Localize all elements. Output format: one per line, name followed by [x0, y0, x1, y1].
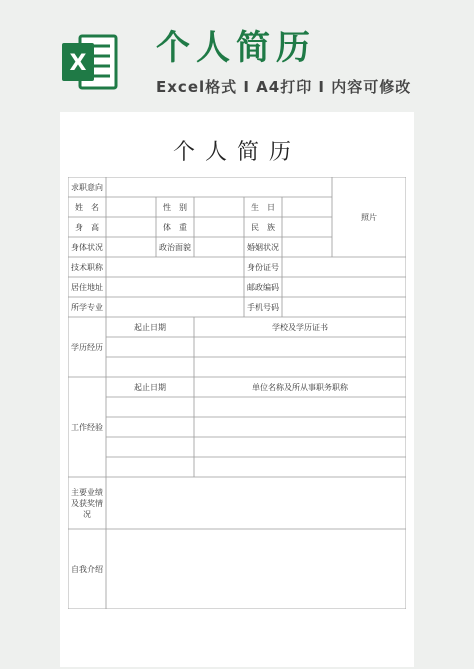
header-edu-period: 起止日期 — [134, 322, 166, 332]
document-title: 个人简历 — [172, 140, 301, 165]
label-photo: 照片 — [361, 212, 377, 222]
label-ethnicity: 民 族 — [251, 222, 275, 232]
label-postcode: 邮政编码 — [247, 282, 279, 292]
label-gender: 性 别 — [163, 202, 187, 212]
label-awards: 主要业绩及获奖情况 — [71, 487, 103, 519]
resume-page — [60, 112, 414, 667]
label-phone: 手机号码 — [247, 302, 279, 312]
label-political: 政治面貌 — [159, 242, 191, 252]
label-health: 身体状况 — [71, 242, 103, 252]
banner-title: 个人简历 — [156, 28, 316, 68]
label-self-intro: 自我介绍 — [71, 564, 103, 574]
logo-letter: X — [69, 51, 87, 76]
label-id-number: 身份证号 — [247, 262, 279, 272]
label-height: 身 高 — [75, 222, 99, 232]
label-work: 工作经验 — [71, 422, 103, 432]
banner-subtitle: Excel格式 I A4打印 I 内容可修改 — [156, 78, 412, 96]
label-major: 所学专业 — [71, 302, 103, 312]
label-marital: 婚姻状况 — [247, 242, 279, 252]
label-tech-title: 技术职称 — [71, 262, 103, 272]
label-name: 姓 名 — [75, 202, 99, 212]
label-birth: 生 日 — [251, 202, 275, 212]
label-address: 居住地址 — [71, 282, 103, 292]
excel-logo-icon — [58, 30, 122, 94]
label-education: 学历经历 — [71, 342, 103, 352]
header-work-period: 起止日期 — [134, 382, 166, 392]
header-edu-school: 学校及学历证书 — [272, 322, 328, 332]
label-job-intention: 求职意向 — [71, 182, 103, 192]
template-banner — [0, 0, 474, 112]
label-weight: 体 重 — [163, 222, 187, 232]
header-work-company: 单位名称及所从事职务职称 — [252, 382, 348, 392]
